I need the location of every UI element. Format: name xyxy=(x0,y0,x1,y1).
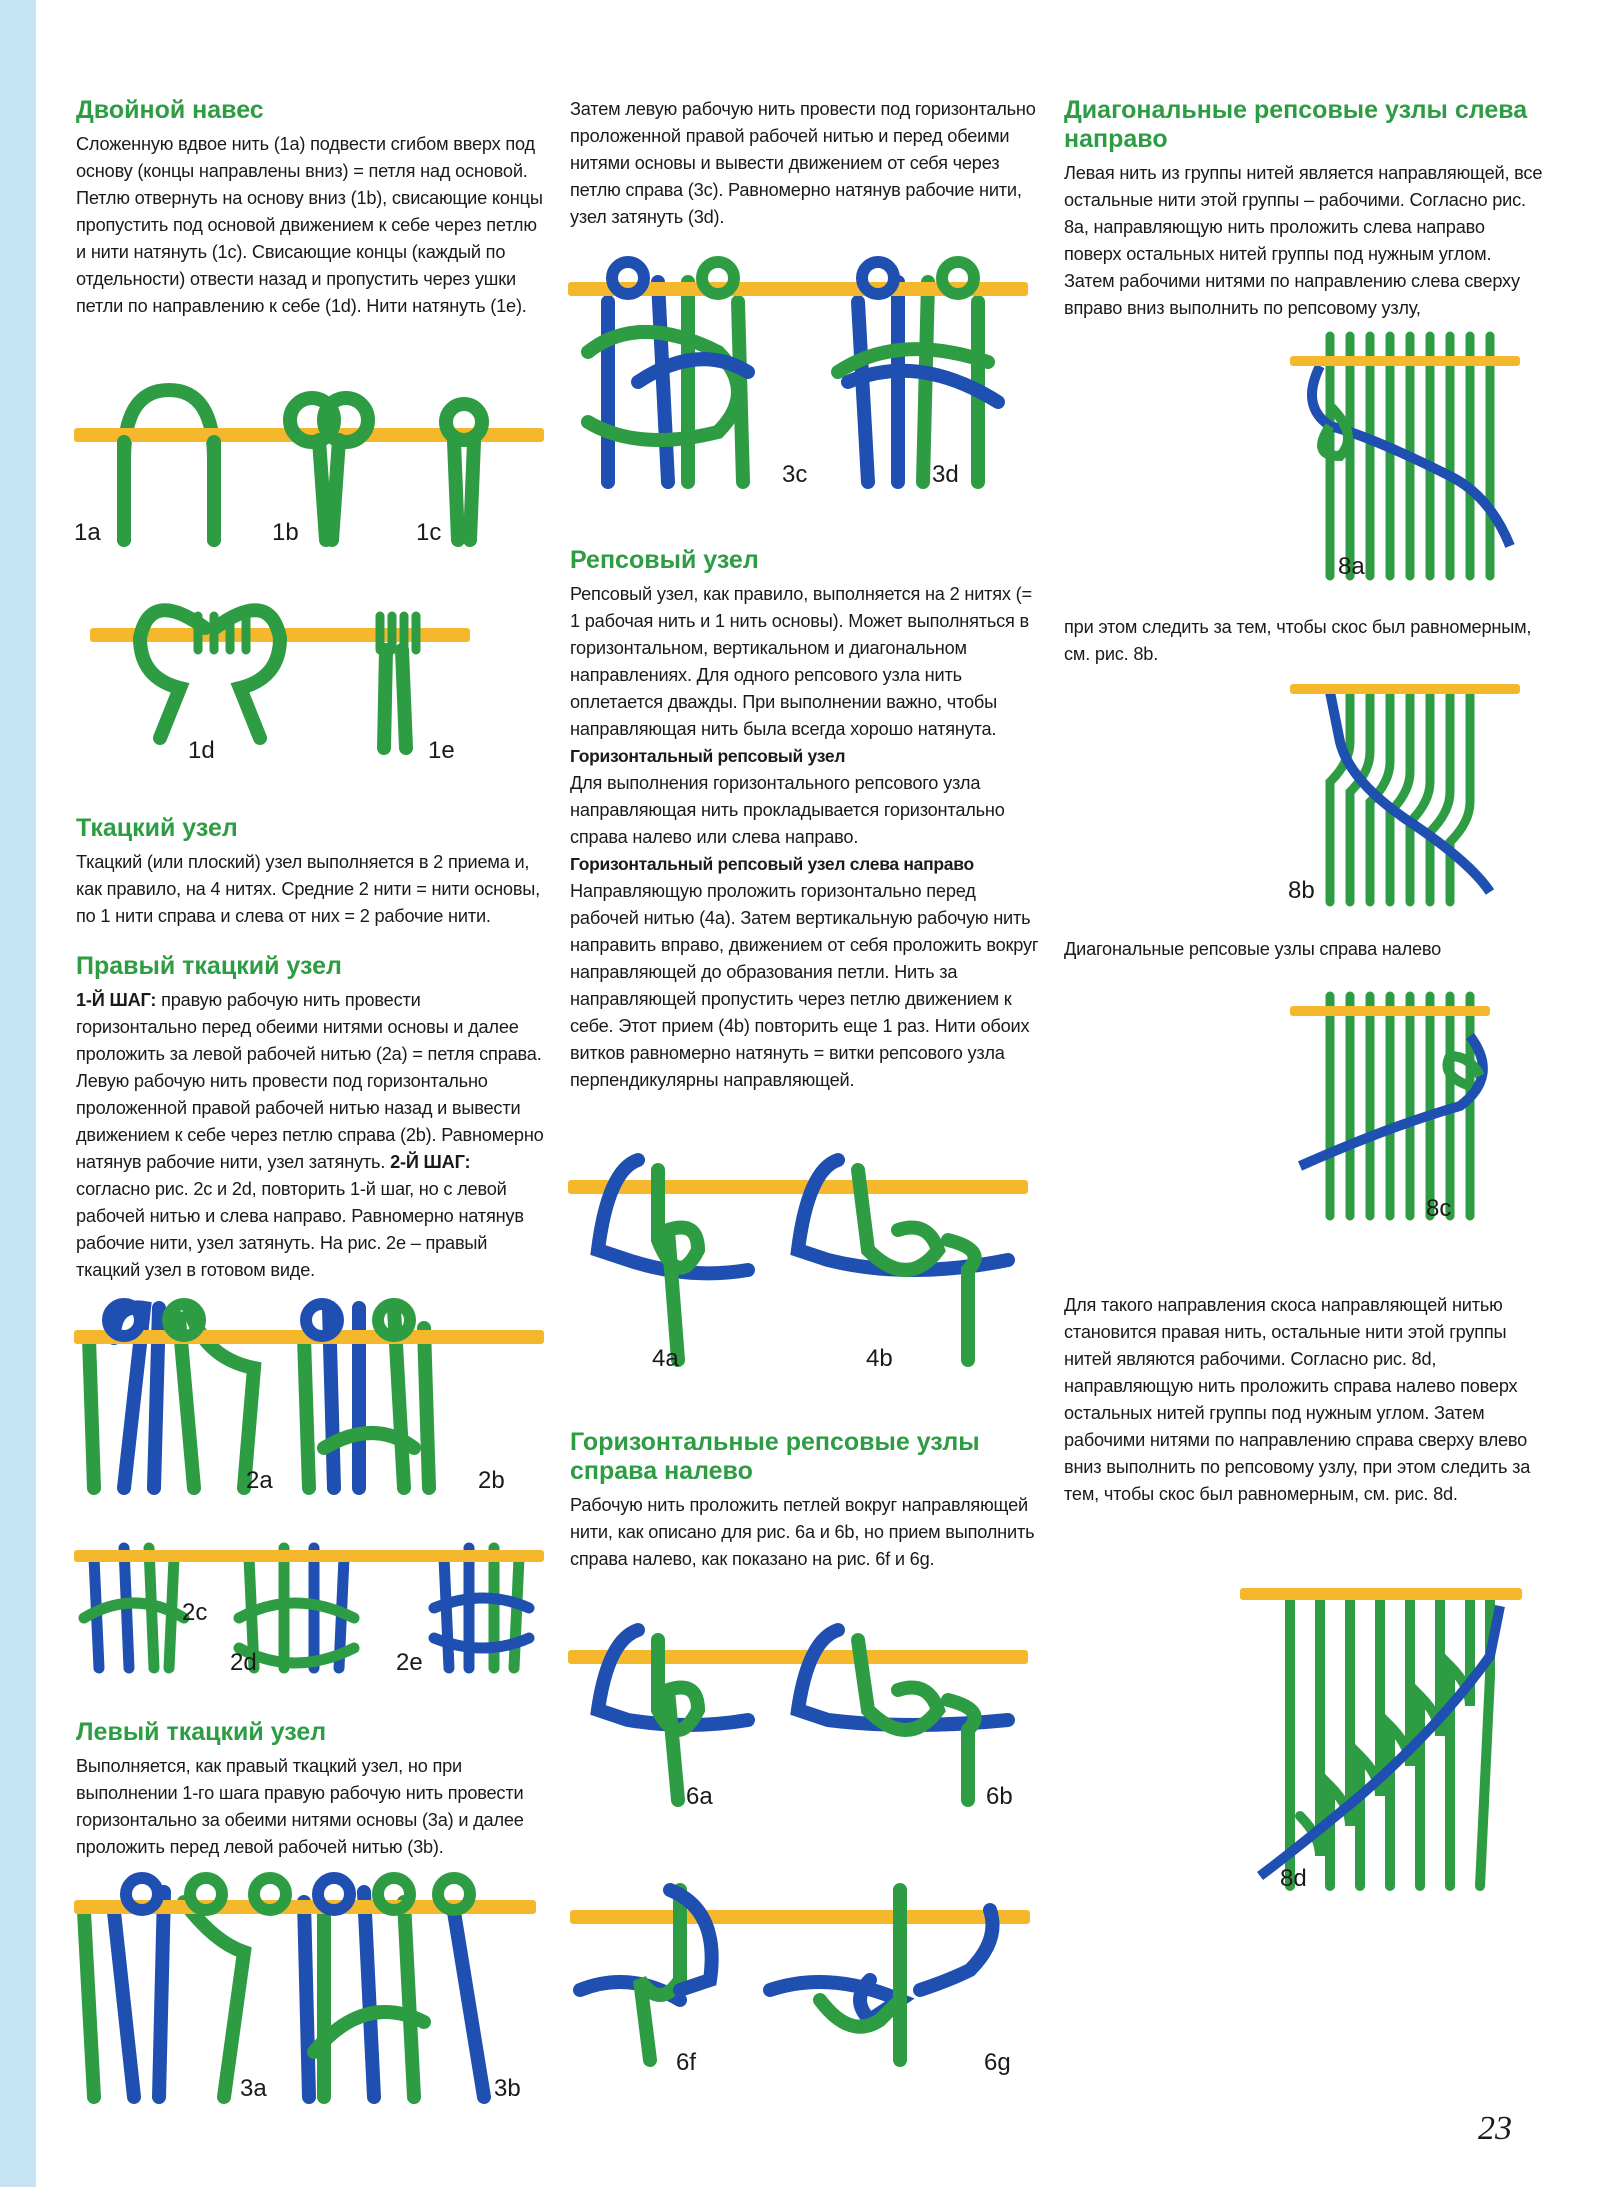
section-weaving-knot xyxy=(76,814,546,930)
step1-text: правую рабочую нить провести горизонтально перед обеими нитями основы и далее проложить за левой рабочей нитью (2a) = петля справа. Левую рабочую нить провести под горизонтально проложенной правой рабочей нитью назад и вывести движением к себе через петлю справа (2b). Равномерно натянув рабочие нити, узел затянуть. xyxy=(76,990,544,1172)
heading-right-weaving-knot: Правый ткацкий узел xyxy=(76,952,342,980)
text-horizontal-reps: Для выполнения горизонтального репсового узла направляющая нить прокладывается горизонтально справа налево или слева направо. xyxy=(570,773,1005,847)
figure-8d xyxy=(1240,1576,1530,1896)
label-1d: 1d xyxy=(188,737,215,764)
text-diagonal-rtl: Для такого направления скоса направляющей нитью становится правая нить, остальные нити этой группы нитей являются рабочими. Согласно рис. 8d, направляющую нить проложить справа налево поверх остальных нитей группы под нужным углом. Затем рабочими нитями по направлению справа сверху влево вниз выполнить по репсовому узлу, при этом следить за тем, чтобы скос был равномерным, см. рис. 8d. xyxy=(1064,1295,1531,1504)
section-diagonal-even xyxy=(1064,614,1544,668)
figure-8c xyxy=(1290,976,1520,1226)
label-4b: 4b xyxy=(866,1345,893,1372)
label-8c: 8c xyxy=(1426,1195,1452,1222)
label-8a: 8a xyxy=(1338,553,1365,580)
heading-double-hitch: Двойной навес xyxy=(76,96,264,124)
text-reps-knot: Репсовый узел, как правило, выполняется на 2 нитях (= 1 рабочая нить и 1 нить основы). Может выполняться в горизонтальном, вертикальном и диагональном направлениях. Для одного репсового узла нить оплетается дважды. При выполнении важно, чтобы направляющая нить была всегда хорошо натянута. xyxy=(570,584,1032,739)
text-right-weaving-knot xyxy=(76,987,546,1284)
figure-2ab xyxy=(74,1298,544,1498)
subheading-horizontal-reps-ltr: Горизонтальный репсовый узел слева направо xyxy=(570,854,974,874)
label-3c: 3c xyxy=(782,461,808,488)
step1-label: 1-Й ШАГ: xyxy=(76,990,157,1010)
label-1c: 1c xyxy=(416,519,442,546)
label-8b: 8b xyxy=(1288,877,1315,904)
section-diagonal-rtl xyxy=(1064,1292,1544,1508)
label-6b: 6b xyxy=(986,1783,1013,1810)
heading-reps-knot: Репсовый узел xyxy=(570,546,759,574)
label-2c: 2c xyxy=(182,1599,208,1626)
heading-left-weaving-knot: Левый ткацкий узел xyxy=(76,1718,327,1746)
figure-8b xyxy=(1290,662,1520,912)
figure-8a xyxy=(1290,326,1520,586)
figure-4ab xyxy=(568,1150,1038,1380)
section-double-hitch xyxy=(76,96,546,320)
section-reps-knot xyxy=(570,546,1040,1094)
text-horizontal-reps-rtl: Рабочую нить проложить петлей вокруг направляющей нити, как описано для рис. 6a и 6b, но прием выполнить справа налево, как показано на рис. 6f и 6g. xyxy=(570,1495,1035,1569)
label-2b: 2b xyxy=(478,1467,505,1494)
step2-label: 2-Й ШАГ: xyxy=(390,1152,471,1172)
label-1a: 1a xyxy=(74,519,101,546)
label-2e: 2e xyxy=(396,1649,423,1676)
label-3d: 3d xyxy=(932,461,959,488)
figure-1de xyxy=(80,598,480,768)
figure-1abc xyxy=(74,390,544,560)
step2-text: согласно рис. 2c и 2d, повторить 1-й шаг, но с левой рабочей нитью и слева направо. Равномерно натянув рабочие нити, узел затянуть. На рис. 2e – правый ткацкий узел в готовом виде. xyxy=(76,1179,524,1280)
figure-3cd xyxy=(568,252,1038,492)
figure-2cde xyxy=(74,1528,544,1678)
label-2d: 2d xyxy=(230,1649,257,1676)
section-diagonal-rtl-label xyxy=(1064,936,1544,963)
label-6a: 6a xyxy=(686,1783,713,1810)
text-diagonal-ltr: Левая нить из группы нитей является направляющей, все остальные нити этой группы – рабочими. Согласно рис. 8a, направляющую нить проложить слева направо поверх остальных нитей группы под нужным углом. Затем рабочими нитями по направлению слева сверху вправо вниз выполнить по репсовому узлу, xyxy=(1064,163,1543,318)
figure-3ab xyxy=(74,1872,544,2102)
heading-weaving-knot: Ткацкий узел xyxy=(76,814,238,842)
section-left-weaving-knot xyxy=(76,1718,546,1861)
figure-6ab xyxy=(568,1620,1038,1810)
label-4a: 4a xyxy=(652,1345,679,1372)
page-number: 23 xyxy=(1478,2110,1512,2147)
label-1b: 1b xyxy=(272,519,299,546)
section-horizontal-reps-rtl xyxy=(570,1428,1040,1573)
side-color-strip xyxy=(0,0,36,2187)
section-continuation xyxy=(570,96,1040,231)
figure-6fg xyxy=(570,1880,1040,2080)
subheading-horizontal-reps: Горизонтальный репсовый узел xyxy=(570,746,846,766)
text-left-weaving-knot: Выполняется, как правый ткацкий узел, но при выполнении 1-го шага правую рабочую нить провести горизонтально за обеими нитями основы (3a) и далее проложить перед левой рабочей нитью (3b). xyxy=(76,1756,524,1857)
section-diagonal-ltr xyxy=(1064,96,1544,322)
label-1e: 1e xyxy=(428,737,455,764)
text-double-hitch: Сложенную вдвое нить (1a) подвести сгибом вверх под основу (концы направлены вниз) = петля над основой. Петлю отвернуть на основу вниз (1b), свисающие концы пропустить под основой движением к себе через петлю и нити натянуть (1c). Свисающие концы (каждый по отдельности) отвести назад и пропустить через ушки петли по направлению к себе (1d). Нити натянуть (1e). xyxy=(76,134,543,316)
label-2a: 2a xyxy=(246,1467,273,1494)
text-diagonal-rtl-label: Диагональные репсовые узлы справа налево xyxy=(1064,939,1442,959)
text-horizontal-reps-ltr: Направляющую проложить горизонтально перед рабочей нитью (4a). Затем вертикальную рабочую нить направить вправо, движением от себя проложить вокруг направляющей до образования петли. Нить за направляющей пропустить через петлю движением к себе. Этот прием (4b) повторить еще 1 раз. Нити обоих витков равномерно натянуть = витки репсового узла перпендикулярны направляющей. xyxy=(570,881,1039,1090)
text-diagonal-even: при этом следить за тем, чтобы скос был равномерным, см. рис. 8b. xyxy=(1064,617,1532,664)
label-6f: 6f xyxy=(676,2049,697,2076)
label-3a: 3a xyxy=(240,2075,267,2102)
section-right-weaving-knot xyxy=(76,952,546,1284)
label-3b: 3b xyxy=(494,2075,521,2102)
text-continuation: Затем левую рабочую нить провести под горизонтально проложенной правой рабочей нитью и перед обеими нитями основы и вывести движением от себя через петлю справа (3c). Равномерно натянув рабочие нити, узел затянуть (3d). xyxy=(570,99,1036,227)
heading-diagonal-ltr: Диагональные репсовые узлы слева направо xyxy=(1064,96,1528,153)
text-weaving-knot: Ткацкий (или плоский) узел выполняется в 2 приема и, как правило, на 4 нитях. Средние 2 нити = нити основы, по 1 нити справа и слева от них = 2 рабочие нити. xyxy=(76,852,541,926)
label-6g: 6g xyxy=(984,2049,1011,2076)
label-8d: 8d xyxy=(1280,1865,1307,1892)
heading-horizontal-reps-rtl: Горизонтальные репсовые узлы справа налево xyxy=(570,1428,980,1485)
